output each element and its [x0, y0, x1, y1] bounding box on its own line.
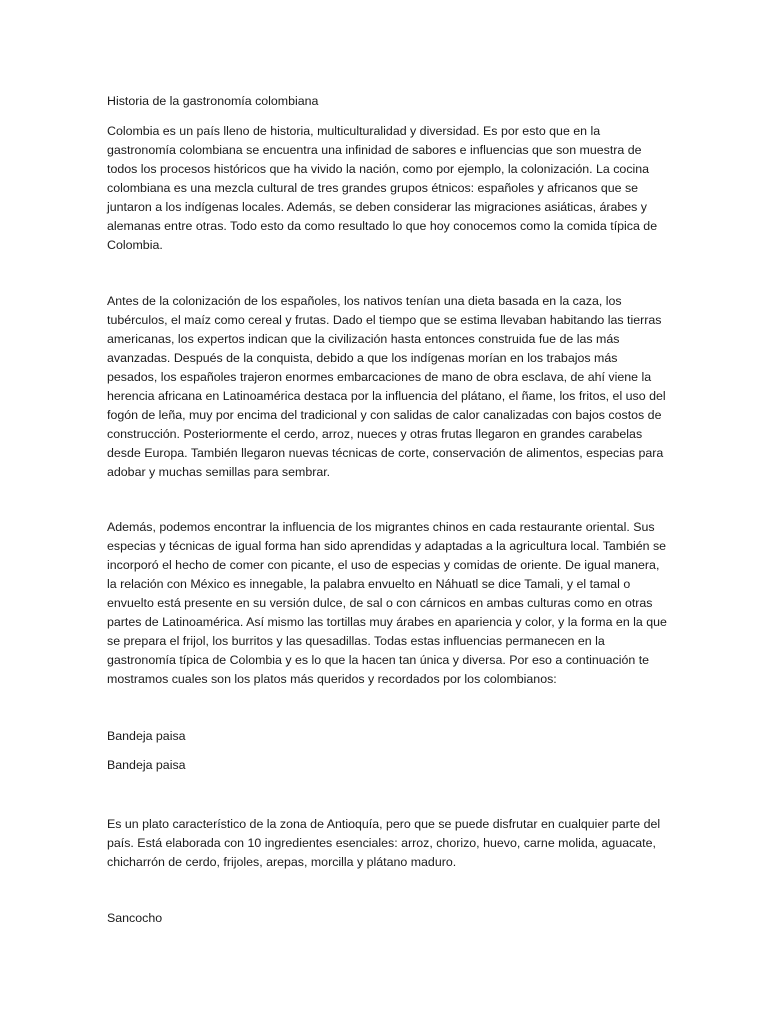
paragraph-history: Antes de la colonización de los españoles, los nativos tenían una dieta basada en la caza, los tubérculos, el maíz como cereal y frutas. Dado el tiempo que se estima llevaban habitando las tierras americanas, los expertos indican que la civilización hasta entonces construida fue de las más avanzadas. Después de la conquista, debido a que los indígenas morían en los trabajos más pesados, los españoles trajeron enormes embarcaciones de mano de obra esclava, de ahí viene la herencia africana en Latinoamérica destaca por la influencia del plátano, el ñame, los fritos, el uso del fogón de leña, muy por encima del tradicional y con salidas de calor canalizadas con bajos costos de construcción. Posteriormente el cerdo, arroz, nueces y otras frutas llegaron en grandes carabelas desde Europa. También llegaron nuevas técnicas de corte, conservación de alimentos, especias para adobar y muchas semillas para sembrar. — [107, 294, 666, 479]
paragraph-influences: Además, podemos encontrar la influencia de los migrantes chinos en cada restaurante oriental. Sus especias y técnicas de igual forma han sido aprendidas y adaptadas a la agricultura local. También se incorporó el hecho de comer con picante, el uso de especias y comidas de oriente. De igual manera, la relación con México es innegable, la palabra envuelto en Náhuatl se dice Tamali, y el tamal o envuelto está presente en su versión dulce, de sal o con cárnicos en ambas culturas como en otras partes de Latinoamérica. Así mismo las tortillas muy árabes en apariencia y color, y la forma en la que se prepara el frijol, los burritos y las quesadillas. Todas estas influencias permanecen en la gastronomía típica de Colombia y es lo que la hacen tan única y diversa. Por eso a continuación te mostramos cuales son los platos más queridos y recordados por los colombianos: — [107, 520, 667, 686]
paragraph-intro: Colombia es un país lleno de historia, multiculturalidad y diversidad. Es por esto que en la gastronomía colombiana se encuentra una infinidad de sabores e influencias que son muestra de todos los procesos históricos que ha vivido la nación, como por ejemplo, la colonización. La cocina colombiana es una mezcla cultural de tres grandes grupos étnicos: españoles y africanos que se juntaron a los indígenas locales. Además, se deben considerar las migraciones asiáticas, árabes y alemanas entre otras. Todo esto da como resultado lo que hoy conocemos como la comida típica de Colombia. — [107, 124, 658, 252]
paragraph-bandeja-paisa: Es un plato característico de la zona de Antioquía, pero que se puede disfrutar en cualquier parte del país. Está elaborada con 10 ingredientes esenciales: arroz, chorizo, huevo, carne molida, aguacate, chicharrón de cerdo, frijoles, arepas, morcilla y plátano maduro. — [107, 817, 661, 869]
heading-sancocho: Sancocho — [107, 911, 163, 925]
heading-bandeja-paisa-repeat: Bandeja paisa — [107, 758, 186, 772]
heading-bandeja-paisa: Bandeja paisa — [107, 729, 186, 743]
document-title: Historia de la gastronomía colombiana — [107, 94, 319, 108]
